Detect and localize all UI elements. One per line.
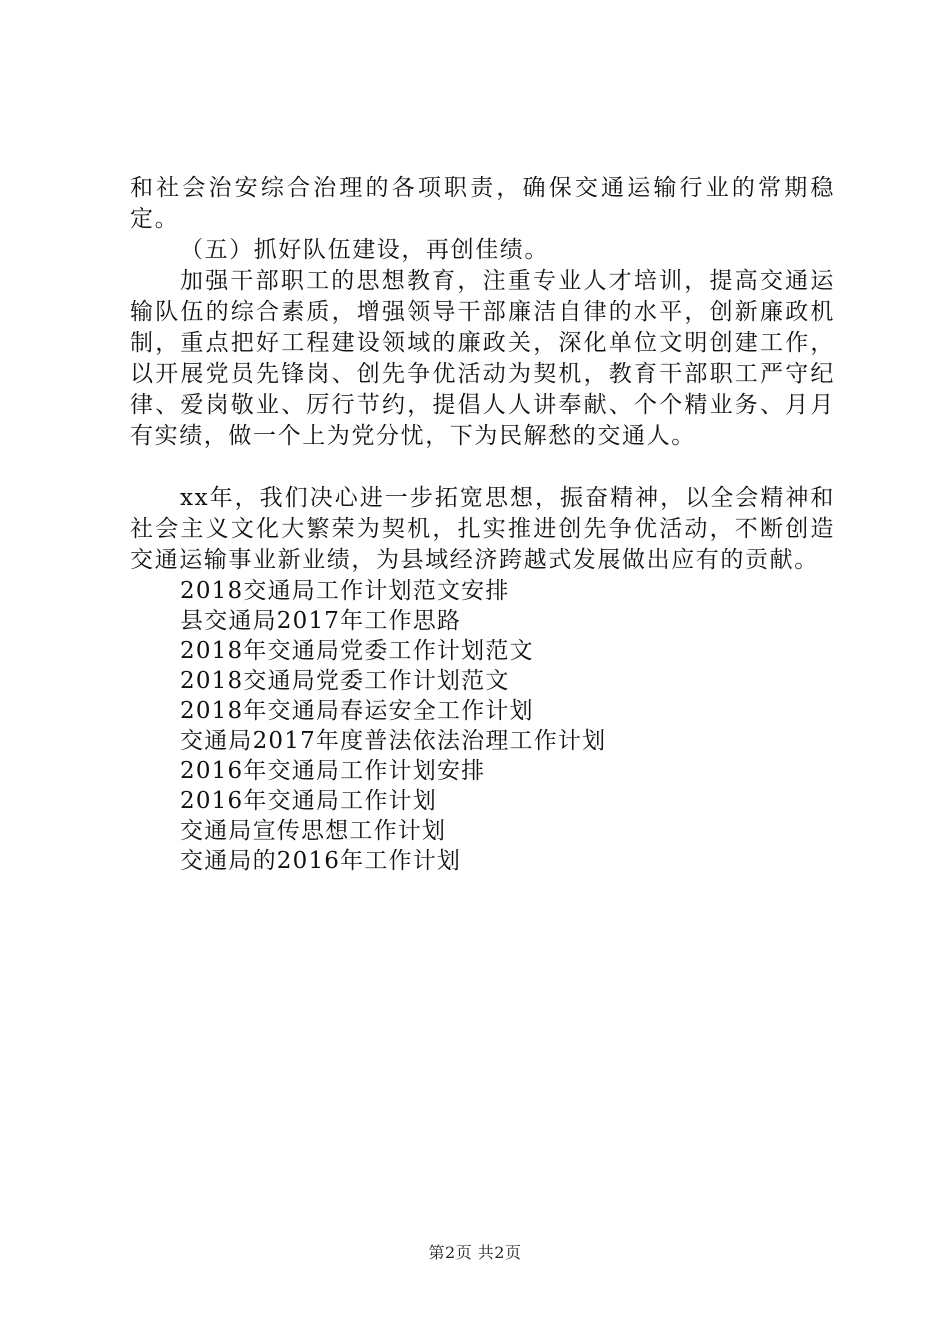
related-link[interactable]: 2018交通局党委工作计划范文: [180, 668, 510, 694]
related-link[interactable]: 交通局宣传思想工作计划: [180, 818, 447, 844]
page-footer: 第2页 共2页: [428, 1243, 522, 1262]
related-link[interactable]: 2018交通局工作计划范文安排: [180, 578, 510, 604]
paragraph-continuation: 和社会治安综合治理的各项职责，确保交通运输行业的常期稳定。: [130, 175, 835, 232]
related-link[interactable]: 2018年交通局春运安全工作计划: [180, 698, 534, 724]
related-link[interactable]: 交通局2017年度普法依法治理工作计划: [180, 728, 607, 754]
paragraph-conclusion: xx年，我们决心进一步拓宽思想，振奋精神，以全会精神和社会主义文化大繁荣为契机，扎实推进创先争优活动，不断创造交通运输事业新业绩，为县域经济跨越式发展做出应有的贡献。: [130, 485, 835, 573]
related-link[interactable]: 2016年交通局工作计划: [180, 788, 437, 814]
related-link[interactable]: 县交通局2017年工作思路: [180, 608, 462, 634]
related-link[interactable]: 2018年交通局党委工作计划范文: [180, 638, 534, 664]
document-body: [130, 173, 835, 876]
related-link[interactable]: 2016年交通局工作计划安排: [180, 758, 486, 784]
related-links-list: [130, 576, 835, 876]
related-link[interactable]: 交通局的2016年工作计划: [180, 848, 462, 874]
paragraph-team-building: 加强干部职工的思想教育，注重专业人才培训，提高交通运输队伍的综合素质，增强领导干部廉洁自律的水平，创新廉政机制，重点把好工程建设领域的廉政关，深化单位文明创建工作，以开展党员先锋岗、创先争优活动为契机，教育干部职工严守纪律、爱岗敬业、厉行节约，提倡人人讲奉献、个个精业务、月月有实绩，做一个上为党分忧，下为民解愁的交通人。: [130, 268, 835, 449]
section-heading-five: （五）抓好队伍建设，再创佳绩。: [180, 237, 549, 263]
